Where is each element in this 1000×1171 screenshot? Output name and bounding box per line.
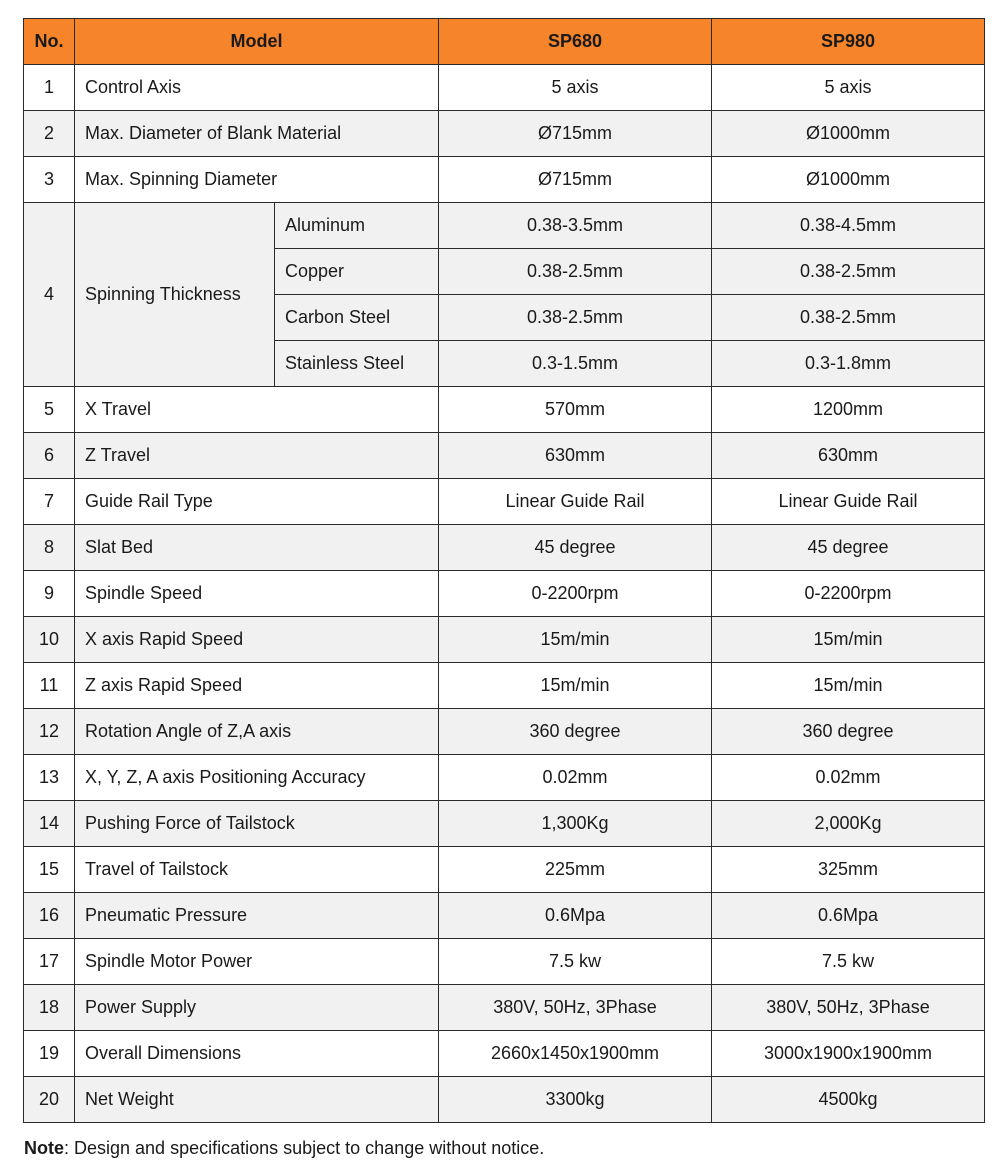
sp680-value: 0-2200rpm [439, 571, 712, 617]
row-label: Spindle Speed [75, 571, 439, 617]
row-number: 15 [24, 847, 75, 893]
row-label: Rotation Angle of Z,A axis [75, 709, 439, 755]
footnote [24, 1138, 544, 1159]
row-number: 2 [24, 111, 75, 157]
row-label: Travel of Tailstock [75, 847, 439, 893]
row-label: Pushing Force of Tailstock [75, 801, 439, 847]
row-label: Max. Spinning Diameter [75, 157, 439, 203]
sp680-value: 7.5 kw [439, 939, 712, 985]
row-number: 4 [24, 203, 75, 387]
material-label: Copper [275, 249, 439, 295]
table-row [24, 157, 985, 203]
table-row [24, 525, 985, 571]
sp680-value: Linear Guide Rail [439, 479, 712, 525]
table-row [24, 1077, 985, 1123]
sp980-value: 7.5 kw [712, 939, 985, 985]
sp980-value: 0.02mm [712, 755, 985, 801]
spec-table [23, 18, 985, 1123]
table-row [24, 617, 985, 663]
material-label: Carbon Steel [275, 295, 439, 341]
table-row [24, 479, 985, 525]
sp980-value: 45 degree [712, 525, 985, 571]
sp980-value: 360 degree [712, 709, 985, 755]
row-label: Pneumatic Pressure [75, 893, 439, 939]
sp980-value: 630mm [712, 433, 985, 479]
sp980-value: 15m/min [712, 663, 985, 709]
sp980-value: 0.6Mpa [712, 893, 985, 939]
row-number: 14 [24, 801, 75, 847]
row-label: Max. Diameter of Blank Material [75, 111, 439, 157]
table-row [24, 893, 985, 939]
row-label: Overall Dimensions [75, 1031, 439, 1077]
header-sp680: SP680 [439, 19, 712, 65]
row-label: X Travel [75, 387, 439, 433]
table-row [24, 939, 985, 985]
row-number: 19 [24, 1031, 75, 1077]
row-number: 7 [24, 479, 75, 525]
row-label: Spindle Motor Power [75, 939, 439, 985]
row-number: 12 [24, 709, 75, 755]
row-number: 13 [24, 755, 75, 801]
sp680-value: 0.6Mpa [439, 893, 712, 939]
sp680-value: 380V, 50Hz, 3Phase [439, 985, 712, 1031]
sp980-value: 325mm [712, 847, 985, 893]
table-row [24, 111, 985, 157]
row-label: Z Travel [75, 433, 439, 479]
sp680-value: 570mm [439, 387, 712, 433]
sp680-value: 1,300Kg [439, 801, 712, 847]
row-label: Guide Rail Type [75, 479, 439, 525]
sp680-value: 225mm [439, 847, 712, 893]
header-sp980: SP980 [712, 19, 985, 65]
row-number: 20 [24, 1077, 75, 1123]
table-row [24, 801, 985, 847]
row-number: 16 [24, 893, 75, 939]
row-label: Net Weight [75, 1077, 439, 1123]
sp680-value: 3300kg [439, 1077, 712, 1123]
row-number: 3 [24, 157, 75, 203]
sp980-value: 0.38-4.5mm [712, 203, 985, 249]
sp980-value: 0.38-2.5mm [712, 295, 985, 341]
sp680-value: 15m/min [439, 617, 712, 663]
note-text: : Design and specifications subject to change without notice. [64, 1138, 545, 1158]
row-number: 10 [24, 617, 75, 663]
row-number: 11 [24, 663, 75, 709]
sp680-value: 15m/min [439, 663, 712, 709]
sp680-value: Ø715mm [439, 111, 712, 157]
table-row [24, 847, 985, 893]
sp680-value: 0.3-1.5mm [439, 341, 712, 387]
table-row [24, 433, 985, 479]
row-label: X, Y, Z, A axis Positioning Accuracy [75, 755, 439, 801]
sp980-value: 2,000Kg [712, 801, 985, 847]
note-label: Note [24, 1138, 64, 1158]
table-row [24, 663, 985, 709]
sp680-value: 2660x1450x1900mm [439, 1031, 712, 1077]
sp680-value: Ø715mm [439, 157, 712, 203]
sp680-value: 0.02mm [439, 755, 712, 801]
sp980-value: 15m/min [712, 617, 985, 663]
table-row [24, 65, 985, 111]
sp980-value: 0-2200rpm [712, 571, 985, 617]
sp680-value: 45 degree [439, 525, 712, 571]
row-number: 6 [24, 433, 75, 479]
row-number: 8 [24, 525, 75, 571]
sp680-value: 0.38-2.5mm [439, 249, 712, 295]
sp680-value: 0.38-2.5mm [439, 295, 712, 341]
header-model: Model [75, 19, 439, 65]
row-number: 17 [24, 939, 75, 985]
sp980-value: 0.38-2.5mm [712, 249, 985, 295]
row-label: Control Axis [75, 65, 439, 111]
table-row [24, 387, 985, 433]
sp680-value: 360 degree [439, 709, 712, 755]
material-label: Aluminum [275, 203, 439, 249]
sp680-value: 630mm [439, 433, 712, 479]
sp980-value: Linear Guide Rail [712, 479, 985, 525]
header-row [24, 19, 985, 65]
sp980-value: 4500kg [712, 1077, 985, 1123]
thickness-row [24, 203, 985, 249]
sp980-value: Ø1000mm [712, 111, 985, 157]
sp980-value: 3000x1900x1900mm [712, 1031, 985, 1077]
row-label: Slat Bed [75, 525, 439, 571]
sp680-value: 5 axis [439, 65, 712, 111]
sp680-value: 0.38-3.5mm [439, 203, 712, 249]
row-number: 18 [24, 985, 75, 1031]
material-label: Stainless Steel [275, 341, 439, 387]
row-label: Spinning Thickness [75, 203, 275, 387]
table-row [24, 571, 985, 617]
sp980-value: Ø1000mm [712, 157, 985, 203]
row-label: Z axis Rapid Speed [75, 663, 439, 709]
table-row [24, 709, 985, 755]
sp980-value: 380V, 50Hz, 3Phase [712, 985, 985, 1031]
row-number: 5 [24, 387, 75, 433]
row-label: X axis Rapid Speed [75, 617, 439, 663]
sp980-value: 0.3-1.8mm [712, 341, 985, 387]
table-row [24, 1031, 985, 1077]
sp980-value: 5 axis [712, 65, 985, 111]
header-no: No. [24, 19, 75, 65]
table-row [24, 985, 985, 1031]
row-number: 9 [24, 571, 75, 617]
row-number: 1 [24, 65, 75, 111]
sp980-value: 1200mm [712, 387, 985, 433]
row-label: Power Supply [75, 985, 439, 1031]
table-row [24, 755, 985, 801]
